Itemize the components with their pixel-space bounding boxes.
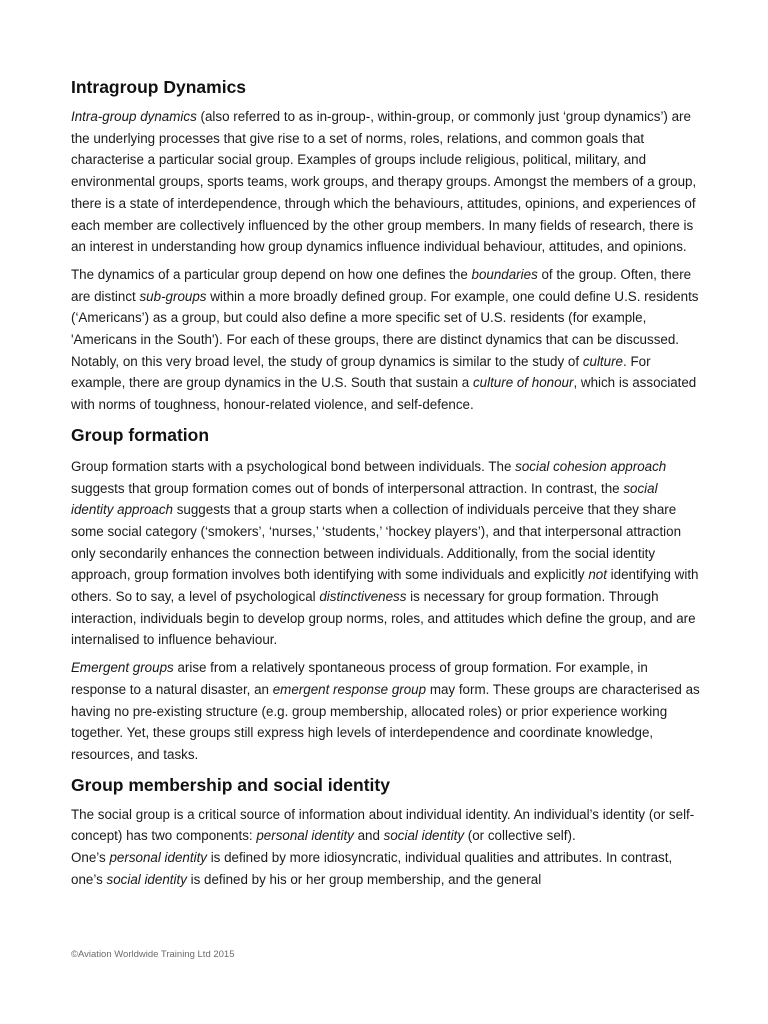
italic-term: social identity <box>106 871 187 887</box>
document-page <box>71 76 701 891</box>
heading-group-formation: Group formation <box>71 424 210 445</box>
italic-term: culture <box>582 353 624 369</box>
italic-term: social cohesion approach <box>515 458 667 474</box>
heading-group-membership: Group membership and social identity <box>71 774 390 795</box>
italic-term: emergent response group <box>272 681 427 697</box>
paragraph-intragroup-1: Intra-group dynamics (also referred to as in-group-, within-group, or commonly just ‘group dynamics’) are the underlying processes that give rise to a set of norms, roles, relations, and common goals that characterise a particular social group. Examples of groups include religious, political, military, and environmental groups, sports teams, work groups, and therapy groups. Amongst the members of a group, there is a state of interdependence, through which the behaviours, attitudes, opinions, and experiences of each member are collectively influenced by the other group members. In many fields of research, there is an interest in understanding how group dynamics influence individual behaviour, attitudes, and opinions. <box>71 109 697 255</box>
footer-copyright: ©Aviation Worldwide Training Ltd 2015 <box>71 949 235 960</box>
italic-term: sub-groups <box>139 288 207 304</box>
italic-term: Intra-group dynamics <box>71 109 197 124</box>
italic-term: culture of honour <box>472 375 574 391</box>
paragraph-intragroup-2: The dynamics of a particular group depend on how one defines the boundaries of the group. Often, there are distinct sub-groups within a more broadly defined group. For example, one could define U.S. residents (‘Americans’) as a group, but could also define a more specific set of U.S. residents (for example, 'Americans in the South'). For each of these groups, there are distinct dynamics that can be discussed. Notably, on this very broad level, the study of group dynamics is similar to the study of culture. For example, there are group dynamics in the U.S. South that sustain a culture of honour, which is associated with norms of toughness, honour-related violence, and self-defence. <box>71 266 699 413</box>
paragraph-formation-1: Group formation starts with a psychological bond between individuals. The social cohesion approach suggests that group formation comes out of bonds of interpersonal attraction. In contrast, the social identity approach suggests that a group starts when a collection of individuals perceive that they share some social category (‘smokers’, ‘nurses,’ ‘students,’ ‘hockey players’), and that interpersonal attraction only secondarily enhances the connection between individuals. Additionally, from the social identity approach, group formation involves both identifying with some individuals and explicitly not identifying with others. So to say, a level of psychological distinctiveness is necessary for group formation. Through interaction, individuals begin to develop group norms, roles, and attitudes which define the group, and are internalised to influence behaviour. <box>71 458 699 648</box>
italic-term: personal identity <box>109 850 207 866</box>
italic-term: social identity approach <box>71 480 658 518</box>
italic-term: social identity <box>383 828 465 844</box>
heading-intragroup-dynamics: Intragroup Dynamics <box>71 77 247 97</box>
italic-term: not <box>588 567 607 583</box>
italic-term: distinctiveness <box>319 589 407 605</box>
paragraph-formation-2: Emergent groups arise from a relatively spontaneous process of group formation. For example, in response to a natural disaster, an emergent response group may form. These groups are characterised as having no pre-existing structure (e.g. group membership, allocated roles) or prior experience working together. Yet, these groups still express high levels of interdependence and coordinate knowledge, resources, and tasks. <box>71 660 700 762</box>
italic-term: boundaries <box>471 266 538 282</box>
paragraph-membership-1: The social group is a critical source of information about individual identity. An individual’s identity (or self-concept) has two components: personal identity and social identity (or collective self). <box>71 806 695 844</box>
italic-term: Emergent groups <box>71 660 174 676</box>
paragraph-membership-2: One’s personal identity is defined by more idiosyncratic, individual qualities and attributes. In contrast, one’s social identity is defined by his or her group membership, and the general <box>71 850 673 887</box>
italic-term: personal identity <box>256 828 354 844</box>
